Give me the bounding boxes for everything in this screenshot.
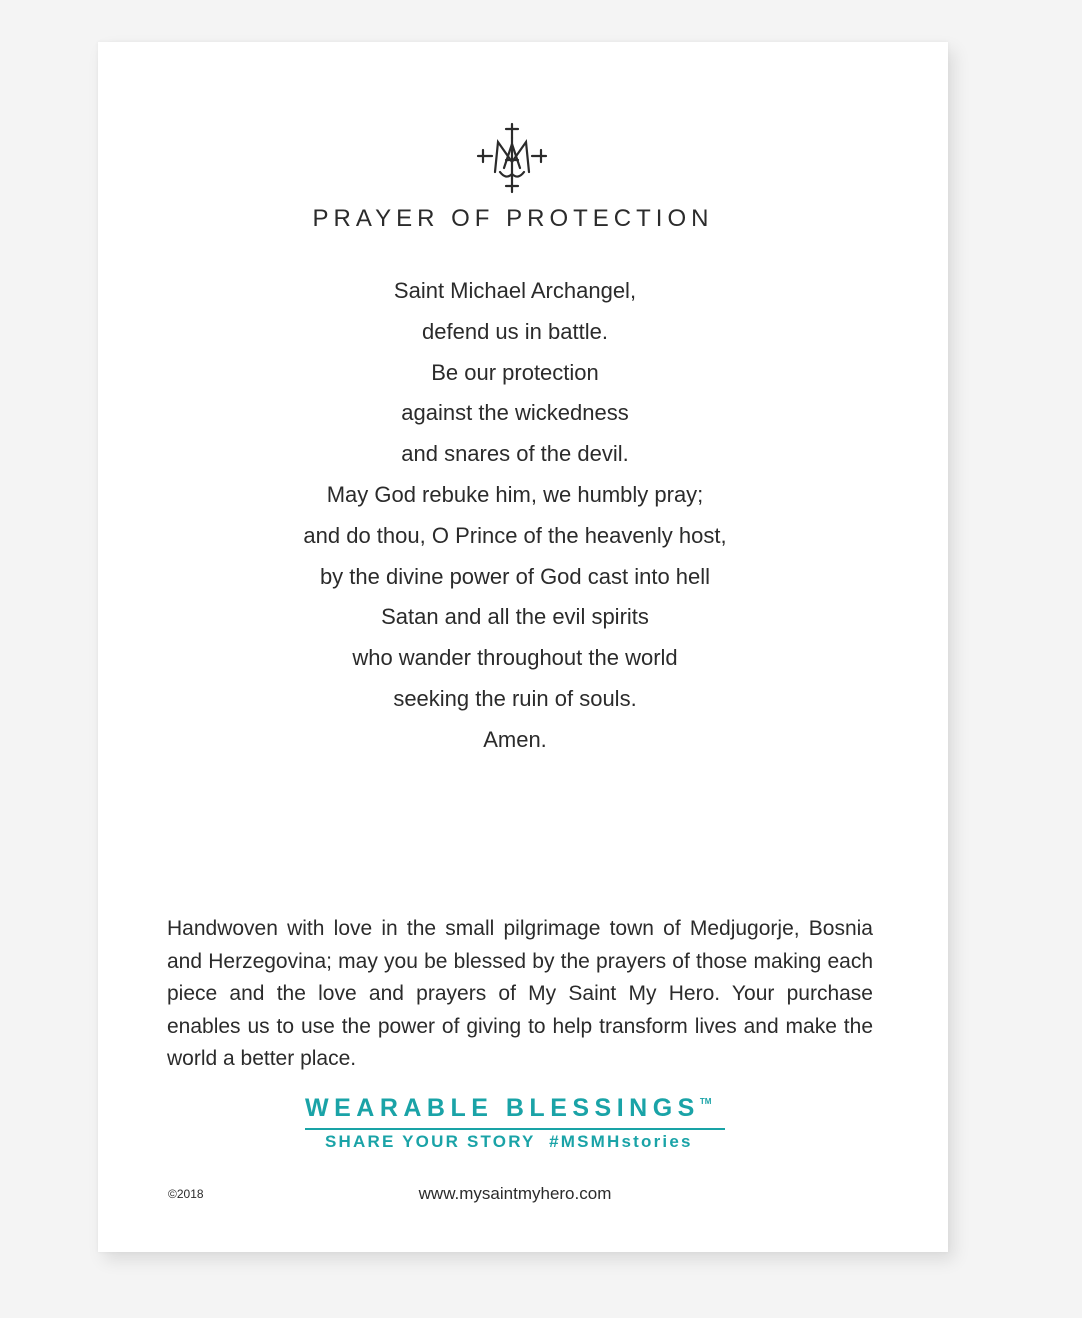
prayer-line: seeking the ruin of souls. — [393, 685, 637, 711]
prayer-line: May God rebuke him, we humbly pray; — [326, 481, 704, 507]
brand-name — [305, 1088, 725, 1130]
prayer-line: defend us in battle. — [422, 318, 608, 344]
brand-tagline — [325, 1132, 693, 1152]
prayer-card — [98, 42, 948, 1252]
prayer-line: Be our protection — [431, 359, 599, 385]
brand-tagline-text: SHARE YOUR STORY #MSMHstories — [325, 1132, 693, 1151]
prayer-text — [98, 271, 932, 761]
prayer-line: Amen. — [483, 726, 547, 752]
product-description: Handwoven with love in the small pilgrimage town of Medjugorje, Bosnia and Herzegovina; may you be blessed by the prayers of those making each piece and the love and prayers of My Saint My Hero. Your purchase enables us to use the power of giving to help transform lives and make the world a better place. — [167, 917, 873, 1071]
brand-name-text: WEARABLE BLESSINGS — [305, 1094, 700, 1122]
prayer-line: and snares of the devil. — [401, 441, 629, 467]
prayer-line: against the wickedness — [401, 400, 629, 426]
marian-cross-monogram-icon — [476, 122, 548, 194]
prayer-title: PRAYER OF PROTECTION — [312, 205, 714, 232]
prayer-line: Saint Michael Archangel, — [393, 278, 637, 303]
website-url: www.mysaintmyhero.com — [418, 1184, 612, 1203]
prayer-line: who wander throughout the world — [352, 645, 678, 671]
prayer-line: Satan and all the evil spirits — [381, 604, 649, 630]
prayer-line: by the divine power of God cast into hell — [319, 563, 711, 589]
prayer-line: and do thou, O Prince of the heavenly host, — [303, 522, 727, 548]
trademark-mark: TM — [699, 1097, 712, 1106]
copyright-notice: ©2018 — [168, 1187, 204, 1201]
